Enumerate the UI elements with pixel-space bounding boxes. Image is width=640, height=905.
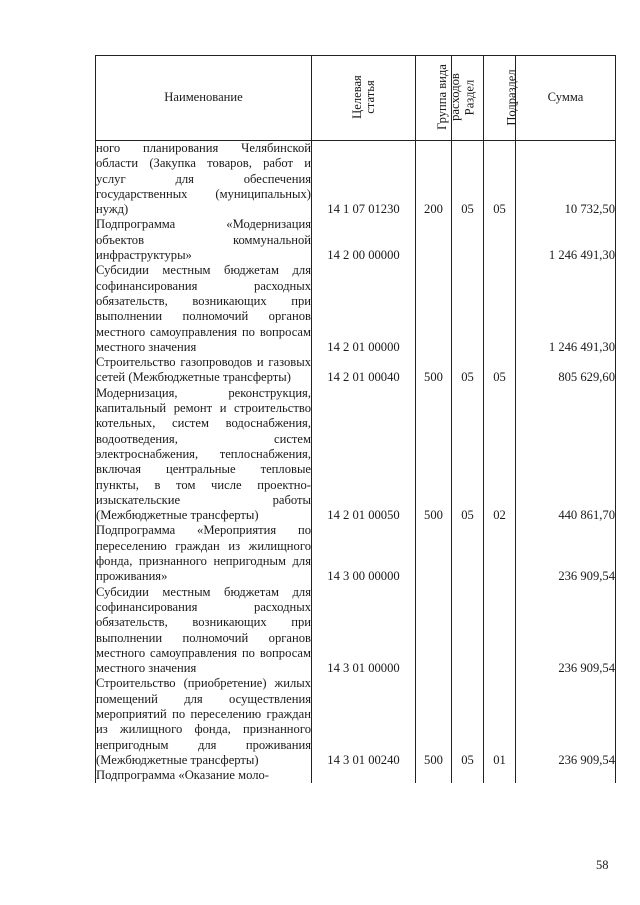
row-subsection: 01 (484, 676, 516, 768)
row-code: 14 3 00 00000 (312, 523, 416, 584)
row-sum: 236 909,54 (516, 523, 616, 584)
row-code: 14 2 01 00040 (312, 355, 416, 386)
row-code: 14 3 01 00240 (312, 676, 416, 768)
table-row (96, 217, 616, 263)
row-group (416, 217, 452, 263)
row-subsection (484, 263, 516, 355)
row-name: Модернизация, реконструкция, капитальный ремонт и строительство котельных, систем водоснабжения, водоотведения, систем электроснабжения, теплоснабжения, включая центральные тепловые пункты, в том числе проектно-изыскательские работы (Межбюджетные трансферты) (96, 385, 311, 523)
table-row (96, 355, 616, 386)
row-section (452, 217, 484, 263)
table-row (96, 768, 616, 783)
row-group: 500 (416, 355, 452, 386)
table-row (96, 386, 616, 524)
row-section (452, 768, 484, 783)
row-section: 05 (452, 141, 484, 218)
row-code: 14 3 01 00000 (312, 585, 416, 677)
row-group: 500 (416, 386, 452, 524)
row-name: Подпрограмма «Модернизация объектов коммунальной инфраструктуры» (96, 217, 311, 263)
row-name: Субсидии местным бюджетам для софинансирования расходных обязательств, возникающих при выполнении полномочий органов местного самоуправления по вопросам местного значения (96, 263, 311, 354)
row-subsection: 02 (484, 386, 516, 524)
row-name: Подпрограмма «Оказание моло- (96, 768, 312, 783)
row-subsection (484, 585, 516, 677)
row-name: Строительство газопроводов и газовых сетей (Межбюджетные трансферты) (96, 355, 311, 385)
page-number: 58 (596, 858, 609, 872)
row-group: 500 (416, 676, 452, 768)
row-name: Субсидии местным бюджетам для софинансирования расходных обязательств, возникающих при выполнении полномочий органов местного самоуправления по вопросам местного значения (96, 584, 311, 676)
row-section: 05 (452, 386, 484, 524)
row-section: 05 (452, 676, 484, 768)
row-sum: 1 246 491,30 (516, 263, 616, 355)
row-name: ного планирования Челябинской области (Закупка товаров, работ и услуг для обеспечения государственных (муниципальных) нужд) (96, 141, 311, 217)
row-group (416, 768, 452, 783)
row-sum: 1 246 491,30 (516, 217, 616, 263)
row-sum (516, 768, 616, 783)
header-subsection: Подраздел (484, 56, 516, 141)
row-sum: 10 732,50 (516, 141, 616, 218)
row-code: 14 1 07 01230 (312, 141, 416, 218)
row-group: 200 (416, 141, 452, 218)
row-group (416, 263, 452, 355)
budget-table (95, 55, 616, 783)
header-sum: Сумма (516, 56, 616, 141)
row-section (452, 523, 484, 584)
table-row (96, 676, 616, 768)
row-section (452, 263, 484, 355)
row-code: 14 2 01 00050 (312, 386, 416, 524)
row-sum: 236 909,54 (516, 585, 616, 677)
table-row (96, 141, 616, 218)
row-group (416, 523, 452, 584)
row-section (452, 585, 484, 677)
header-target-article: Целевая статья (312, 56, 416, 141)
table-row (96, 585, 616, 677)
row-section: 05 (452, 355, 484, 386)
table-row (96, 523, 616, 584)
header-name: Наименование (96, 56, 312, 141)
row-sum: 805 629,60 (516, 355, 616, 386)
header-expense-group: Группа вида расходов (416, 56, 452, 141)
row-group (416, 585, 452, 677)
table-row (96, 263, 616, 355)
row-subsection (484, 523, 516, 584)
row-sum: 236 909,54 (516, 676, 616, 768)
row-sum: 440 861,70 (516, 386, 616, 524)
table-header-row (96, 56, 616, 141)
row-code: 14 2 01 00000 (312, 263, 416, 355)
row-subsection (484, 768, 516, 783)
row-subsection: 05 (484, 141, 516, 218)
row-code (312, 768, 416, 783)
row-name: Подпрограмма «Мероприятия по переселению граждан из жилищного фонда, признанного непригодным для проживания» (96, 523, 311, 584)
row-code: 14 2 00 00000 (312, 217, 416, 263)
row-subsection (484, 217, 516, 263)
row-subsection: 05 (484, 355, 516, 386)
row-name: Строительство (приобретение) жилых помещений для осуществления мероприятий по переселению граждан из жилищного фонда, признанного непригодным для проживания (Межбюджетные трансферты) (96, 676, 311, 767)
header-section: Раздел (452, 56, 484, 141)
